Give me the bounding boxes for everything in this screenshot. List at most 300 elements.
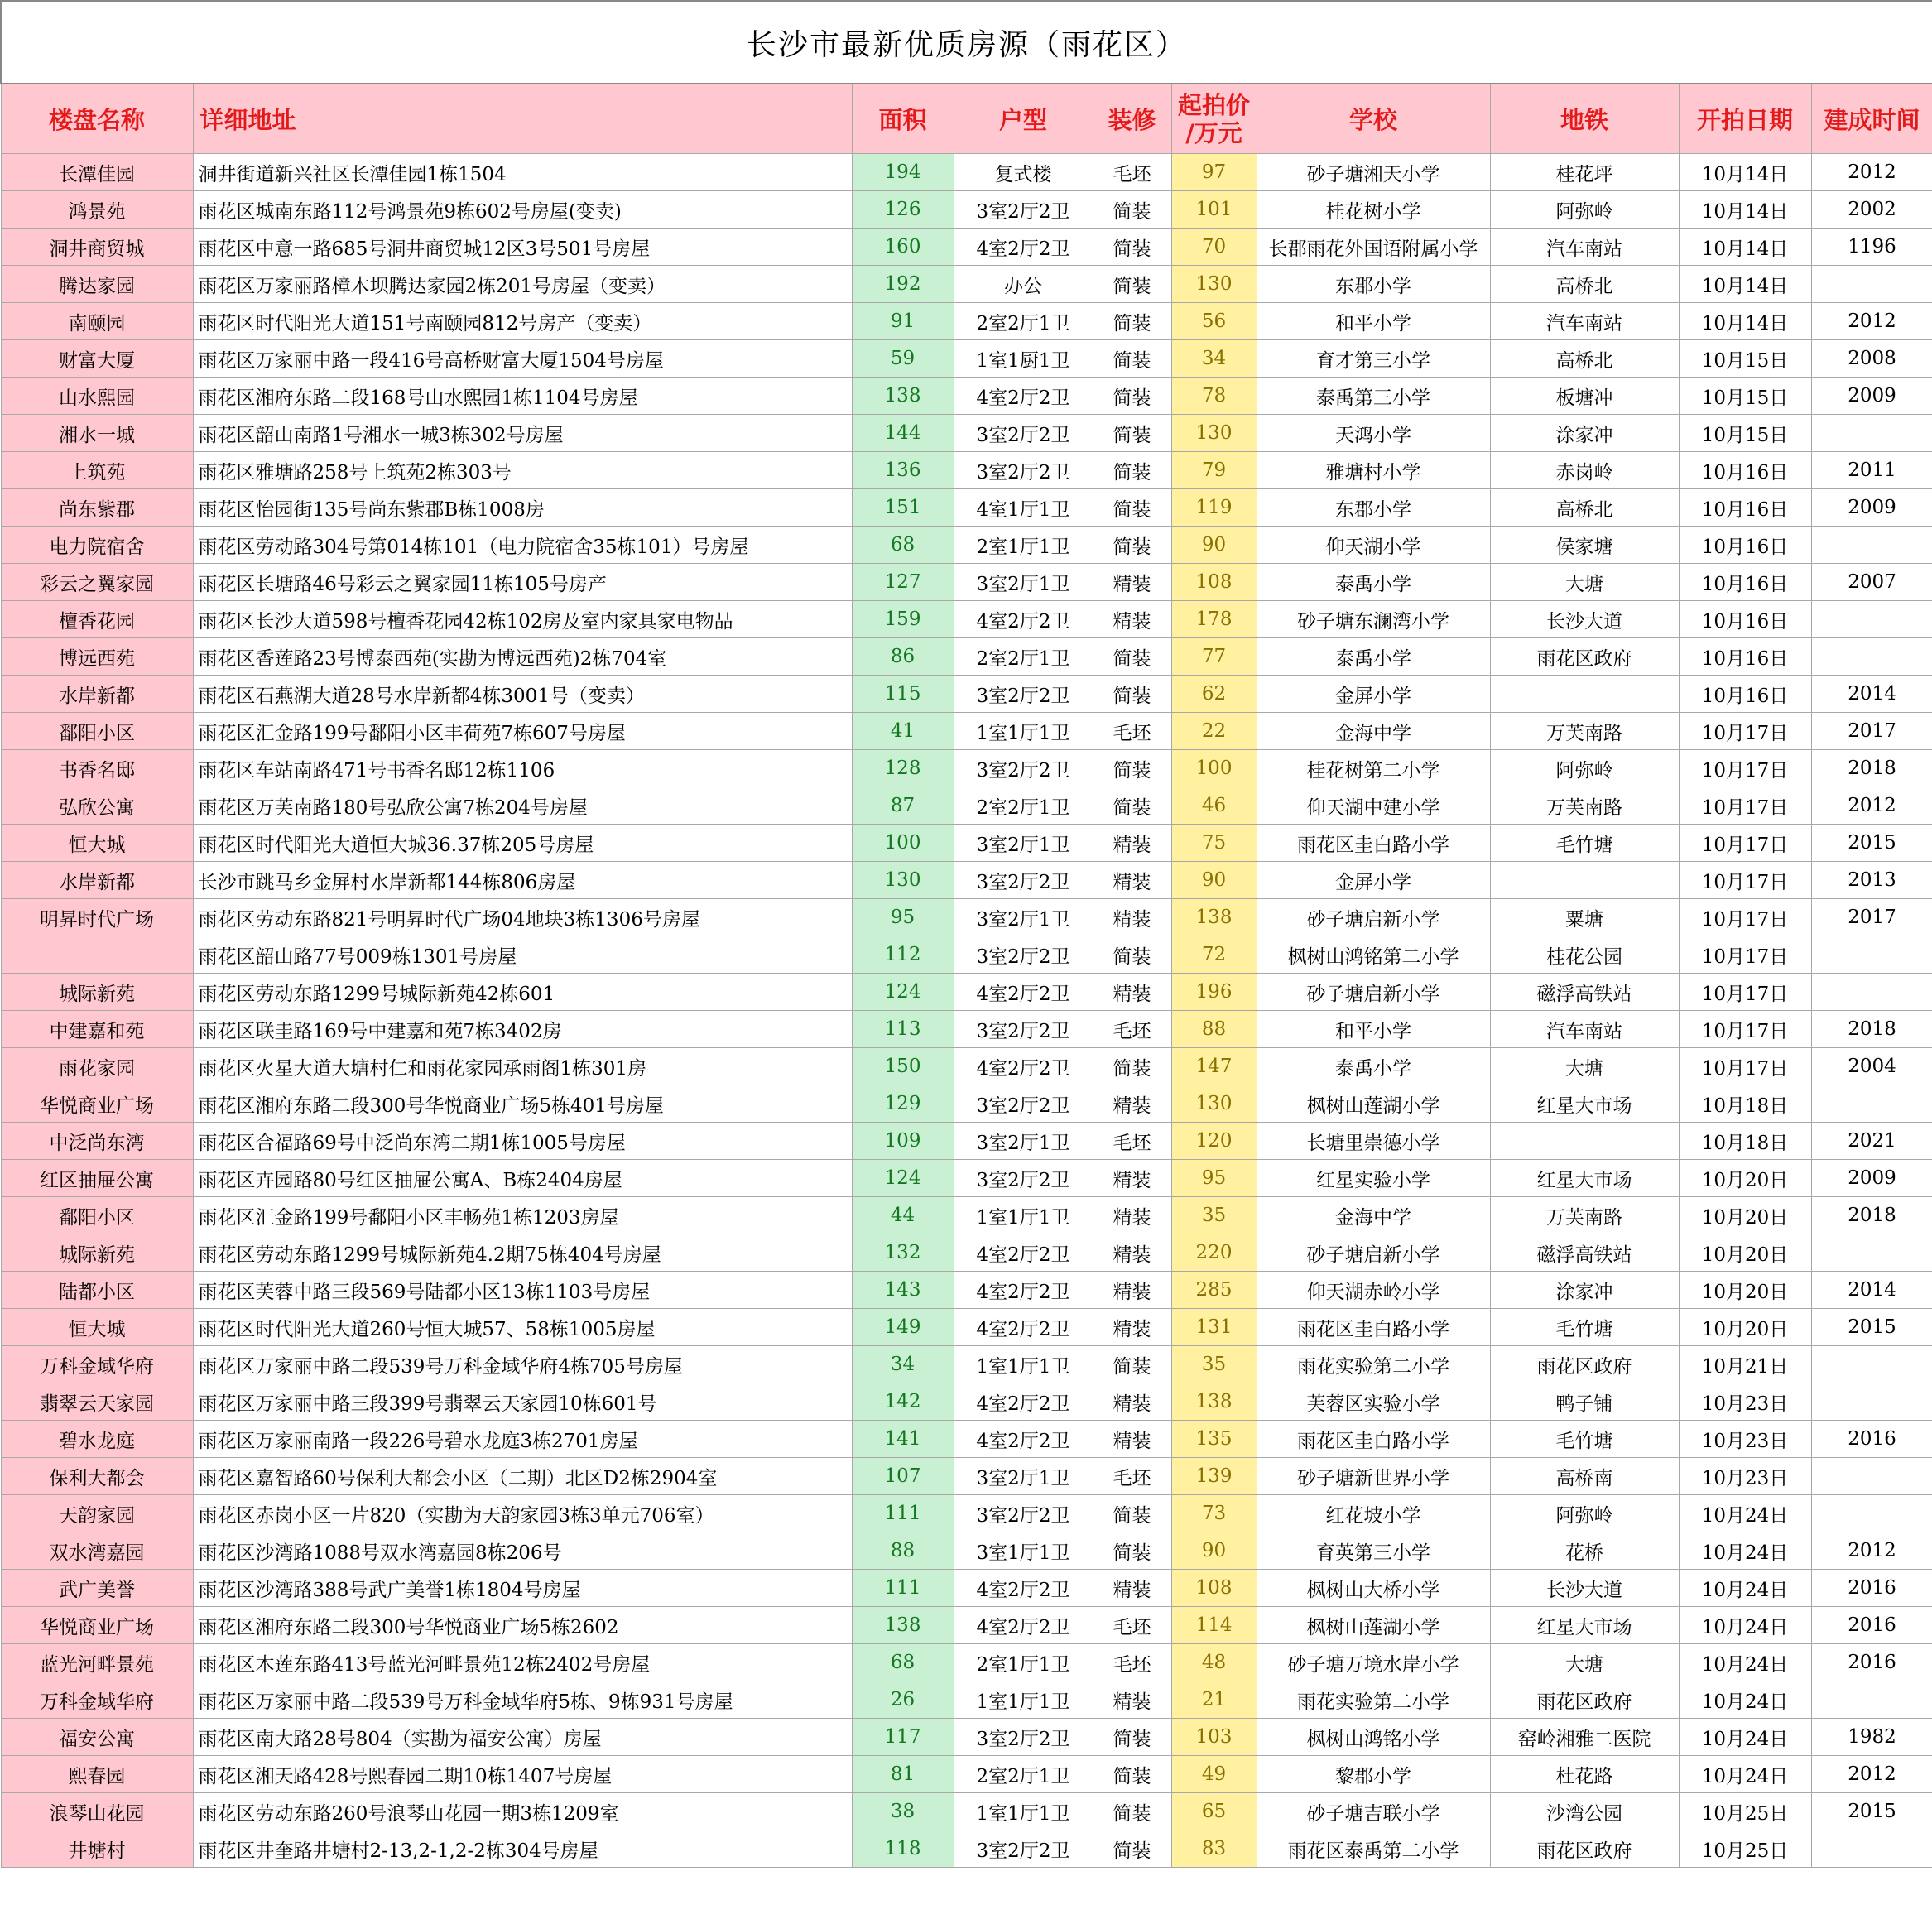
cell-area: 68 [852, 527, 954, 564]
cell-name: 恒大城 [1, 1309, 193, 1346]
header-auction-date: 开拍日期 [1679, 84, 1811, 154]
cell-area: 126 [852, 191, 954, 229]
cell-address: 雨花区合福路69号中泛尚东湾二期1栋1005号房屋 [193, 1123, 852, 1160]
cell-price: 90 [1171, 1532, 1257, 1570]
cell-price: 147 [1171, 1048, 1257, 1085]
cell-auction-date: 10月14日 [1679, 266, 1811, 303]
cell-school: 砂子塘湘天小学 [1257, 154, 1490, 191]
cell-decoration: 毛坯 [1093, 1011, 1171, 1048]
cell-area: 115 [852, 676, 954, 713]
cell-price: 108 [1171, 564, 1257, 601]
cell-name: 彩云之翼家园 [1, 564, 193, 601]
cell-built-year: 2009 [1811, 1160, 1932, 1197]
cell-school: 芙蓉区实验小学 [1257, 1383, 1490, 1421]
cell-metro: 涂家冲 [1490, 1272, 1679, 1309]
cell-layout: 2室2厅1卫 [954, 638, 1093, 676]
table-row [1, 601, 1932, 638]
cell-school: 枫树山大桥小学 [1257, 1570, 1490, 1607]
cell-built-year: 2016 [1811, 1607, 1932, 1644]
cell-address: 雨花区雅塘路258号上筑苑2栋303号 [193, 452, 852, 489]
header-price-line1: 起拍价 [1177, 90, 1250, 119]
cell-school: 砂子塘启新小学 [1257, 974, 1490, 1011]
cell-decoration: 精装 [1093, 825, 1171, 862]
cell-price: 70 [1171, 229, 1257, 266]
cell-area: 132 [852, 1234, 954, 1272]
cell-address: 雨花区湘府东路二段300号华悦商业广场5栋2602 [193, 1607, 852, 1644]
header-price-line2: /万元 [1185, 118, 1242, 147]
cell-name: 华悦商业广场 [1, 1607, 193, 1644]
cell-auction-date: 10月17日 [1679, 899, 1811, 936]
cell-price: 285 [1171, 1272, 1257, 1309]
cell-layout: 4室2厅2卫 [954, 378, 1093, 415]
cell-price: 90 [1171, 862, 1257, 899]
cell-decoration: 毛坯 [1093, 1644, 1171, 1681]
cell-auction-date: 10月17日 [1679, 974, 1811, 1011]
cell-metro: 红星大市场 [1490, 1085, 1679, 1123]
header-school: 学校 [1257, 84, 1490, 154]
cell-layout: 1室1厅1卫 [954, 713, 1093, 750]
cell-area: 81 [852, 1756, 954, 1793]
cell-decoration: 精装 [1093, 1160, 1171, 1197]
cell-built-year [1811, 1830, 1932, 1868]
cell-metro: 粟塘 [1490, 899, 1679, 936]
cell-school: 桂花树小学 [1257, 191, 1490, 229]
table-row [1, 1607, 1932, 1644]
cell-metro: 毛竹塘 [1490, 825, 1679, 862]
cell-decoration: 简装 [1093, 415, 1171, 452]
cell-built-year: 2014 [1811, 1272, 1932, 1309]
cell-name: 万科金域华府 [1, 1681, 193, 1719]
header-built-year: 建成时间 [1811, 84, 1932, 154]
cell-price: 72 [1171, 936, 1257, 974]
cell-metro [1490, 676, 1679, 713]
cell-layout: 1室1厅1卫 [954, 1197, 1093, 1234]
cell-school: 桂花树第二小学 [1257, 750, 1490, 787]
cell-built-year: 2012 [1811, 787, 1932, 825]
cell-layout: 复式楼 [954, 154, 1093, 191]
cell-address: 雨花区沙湾路1088号双水湾嘉园8栋206号 [193, 1532, 852, 1570]
cell-area: 41 [852, 713, 954, 750]
cell-built-year: 2012 [1811, 1532, 1932, 1570]
cell-area: 138 [852, 378, 954, 415]
cell-area: 144 [852, 415, 954, 452]
page-title: 长沙市最新优质房源（雨花区） [1, 1, 1932, 84]
cell-name: 中建嘉和苑 [1, 1011, 193, 1048]
table-row [1, 750, 1932, 787]
cell-built-year [1811, 1495, 1932, 1532]
cell-built-year: 2016 [1811, 1644, 1932, 1681]
cell-price: 48 [1171, 1644, 1257, 1681]
table-row [1, 1011, 1932, 1048]
cell-auction-date: 10月16日 [1679, 527, 1811, 564]
cell-decoration: 精装 [1093, 974, 1171, 1011]
cell-school: 雨花区圭白路小学 [1257, 825, 1490, 862]
cell-price: 108 [1171, 1570, 1257, 1607]
cell-address: 雨花区劳动路304号第014栋101（电力院宿舍35栋101）号房屋 [193, 527, 852, 564]
cell-address: 雨花区劳动东路1299号城际新苑4.2期75栋404号房屋 [193, 1234, 852, 1272]
table-row [1, 787, 1932, 825]
cell-address: 雨花区嘉智路60号保利大都会小区（二期）北区D2栋2904室 [193, 1458, 852, 1495]
cell-auction-date: 10月21日 [1679, 1346, 1811, 1383]
cell-decoration: 精装 [1093, 564, 1171, 601]
cell-price: 178 [1171, 601, 1257, 638]
cell-school: 金海中学 [1257, 713, 1490, 750]
cell-area: 138 [852, 1607, 954, 1644]
cell-layout: 3室2厅2卫 [954, 1160, 1093, 1197]
cell-metro: 长沙大道 [1490, 1570, 1679, 1607]
cell-layout: 4室2厅2卫 [954, 601, 1093, 638]
header-name: 楼盘名称 [1, 84, 193, 154]
cell-area: 129 [852, 1085, 954, 1123]
cell-name: 浪琴山花园 [1, 1793, 193, 1830]
cell-area: 142 [852, 1383, 954, 1421]
cell-price: 130 [1171, 1085, 1257, 1123]
cell-school: 砂子塘吉联小学 [1257, 1793, 1490, 1830]
table-row [1, 1272, 1932, 1309]
cell-built-year: 1982 [1811, 1719, 1932, 1756]
cell-auction-date: 10月14日 [1679, 191, 1811, 229]
cell-school: 育英第三小学 [1257, 1532, 1490, 1570]
table-row [1, 229, 1932, 266]
cell-metro: 桂花坪 [1490, 154, 1679, 191]
cell-built-year: 2004 [1811, 1048, 1932, 1085]
cell-layout: 2室2厅1卫 [954, 1756, 1093, 1793]
cell-area: 107 [852, 1458, 954, 1495]
cell-built-year [1811, 1234, 1932, 1272]
cell-auction-date: 10月17日 [1679, 1011, 1811, 1048]
cell-auction-date: 10月24日 [1679, 1681, 1811, 1719]
cell-address: 雨花区芙蓉中路三段569号陆都小区13栋1103号房屋 [193, 1272, 852, 1309]
cell-auction-date: 10月20日 [1679, 1234, 1811, 1272]
cell-metro: 鸭子铺 [1490, 1383, 1679, 1421]
cell-auction-date: 10月20日 [1679, 1160, 1811, 1197]
table-row [1, 713, 1932, 750]
cell-price: 97 [1171, 154, 1257, 191]
cell-built-year [1811, 1346, 1932, 1383]
cell-metro: 赤岗岭 [1490, 452, 1679, 489]
cell-school: 砂子塘启新小学 [1257, 899, 1490, 936]
cell-layout: 4室2厅2卫 [954, 1421, 1093, 1458]
cell-school: 雨花区圭白路小学 [1257, 1421, 1490, 1458]
cell-address: 雨花区沙湾路388号武广美誉1栋1804号房屋 [193, 1570, 852, 1607]
cell-layout: 1室1厅1卫 [954, 1793, 1093, 1830]
cell-name: 鄱阳小区 [1, 713, 193, 750]
cell-price: 139 [1171, 1458, 1257, 1495]
cell-price: 119 [1171, 489, 1257, 527]
cell-metro: 万芙南路 [1490, 713, 1679, 750]
cell-name: 翡翠云天家园 [1, 1383, 193, 1421]
cell-built-year: 2009 [1811, 378, 1932, 415]
table-row [1, 378, 1932, 415]
cell-auction-date: 10月16日 [1679, 601, 1811, 638]
cell-auction-date: 10月23日 [1679, 1421, 1811, 1458]
table-row [1, 825, 1932, 862]
cell-layout: 4室2厅2卫 [954, 1272, 1093, 1309]
cell-school: 长郡雨花外国语附属小学 [1257, 229, 1490, 266]
cell-price: 138 [1171, 899, 1257, 936]
cell-name: 井塘村 [1, 1830, 193, 1868]
cell-decoration: 简装 [1093, 1830, 1171, 1868]
cell-layout: 3室2厅2卫 [954, 415, 1093, 452]
cell-metro: 高桥南 [1490, 1458, 1679, 1495]
cell-built-year: 2013 [1811, 862, 1932, 899]
cell-area: 124 [852, 1160, 954, 1197]
cell-auction-date: 10月17日 [1679, 936, 1811, 974]
table-row [1, 154, 1932, 191]
cell-address: 雨花区卉园路80号红区抽屉公寓A、B栋2404房屋 [193, 1160, 852, 1197]
cell-decoration: 简装 [1093, 1532, 1171, 1570]
cell-address: 雨花区城南东路112号鸿景苑9栋602号房屋(变卖) [193, 191, 852, 229]
cell-school: 东郡小学 [1257, 489, 1490, 527]
cell-layout: 2室2厅1卫 [954, 787, 1093, 825]
cell-area: 136 [852, 452, 954, 489]
table-row [1, 1719, 1932, 1756]
cell-auction-date: 10月15日 [1679, 340, 1811, 378]
cell-layout: 4室2厅2卫 [954, 1383, 1093, 1421]
cell-built-year: 2016 [1811, 1421, 1932, 1458]
table-row [1, 1048, 1932, 1085]
cell-price: 120 [1171, 1123, 1257, 1160]
cell-address: 雨花区香莲路23号博泰西苑(实勘为博远西苑)2栋704室 [193, 638, 852, 676]
cell-school: 砂子塘启新小学 [1257, 1234, 1490, 1272]
cell-auction-date: 10月20日 [1679, 1197, 1811, 1234]
cell-name: 陆都小区 [1, 1272, 193, 1309]
cell-decoration: 简装 [1093, 340, 1171, 378]
table-row [1, 1644, 1932, 1681]
header-metro: 地铁 [1490, 84, 1679, 154]
cell-auction-date: 10月24日 [1679, 1532, 1811, 1570]
table-row [1, 899, 1932, 936]
cell-price: 196 [1171, 974, 1257, 1011]
cell-area: 150 [852, 1048, 954, 1085]
cell-metro: 万芙南路 [1490, 787, 1679, 825]
cell-built-year: 1196 [1811, 229, 1932, 266]
cell-decoration: 简装 [1093, 676, 1171, 713]
cell-layout: 3室2厅2卫 [954, 452, 1093, 489]
cell-layout: 4室2厅2卫 [954, 1607, 1093, 1644]
table-row [1, 676, 1932, 713]
cell-metro: 窑岭湘雅二医院 [1490, 1719, 1679, 1756]
cell-address: 雨花区湘府东路二段168号山水熙园1栋1104号房屋 [193, 378, 852, 415]
cell-name: 南颐园 [1, 303, 193, 340]
cell-school: 雨花实验第二小学 [1257, 1346, 1490, 1383]
table-row [1, 1793, 1932, 1830]
cell-name: 华悦商业广场 [1, 1085, 193, 1123]
cell-name: 长潭佳园 [1, 154, 193, 191]
cell-auction-date: 10月17日 [1679, 862, 1811, 899]
cell-decoration: 简装 [1093, 229, 1171, 266]
cell-address: 雨花区井奎路井塘村2-13,2-1,2-2栋304号房屋 [193, 1830, 852, 1868]
cell-built-year: 2018 [1811, 1011, 1932, 1048]
cell-auction-date: 10月16日 [1679, 489, 1811, 527]
cell-decoration: 简装 [1093, 1719, 1171, 1756]
cell-layout: 4室2厅2卫 [954, 1570, 1093, 1607]
cell-price: 130 [1171, 266, 1257, 303]
cell-address: 雨花区汇金路199号鄱阳小区丰畅苑1栋1203房屋 [193, 1197, 852, 1234]
cell-decoration: 精装 [1093, 1272, 1171, 1309]
cell-decoration: 简装 [1093, 750, 1171, 787]
table-row [1, 1756, 1932, 1793]
cell-decoration: 简装 [1093, 1793, 1171, 1830]
cell-metro: 雨花区政府 [1490, 1681, 1679, 1719]
cell-decoration: 简装 [1093, 1756, 1171, 1793]
cell-built-year: 2008 [1811, 340, 1932, 378]
cell-address: 雨花区韶山南路1号湘水一城3栋302号房屋 [193, 415, 852, 452]
cell-school: 枫树山莲湖小学 [1257, 1607, 1490, 1644]
cell-address: 雨花区联圭路169号中建嘉和苑7栋3402房 [193, 1011, 852, 1048]
cell-address: 雨花区车站南路471号书香名邸12栋1106 [193, 750, 852, 787]
cell-auction-date: 10月15日 [1679, 378, 1811, 415]
table-row [1, 638, 1932, 676]
cell-name: 上筑苑 [1, 452, 193, 489]
cell-name: 檀香花园 [1, 601, 193, 638]
cell-school: 枫树山鸿铭第二小学 [1257, 936, 1490, 974]
cell-area: 87 [852, 787, 954, 825]
cell-name: 尚东紫郡 [1, 489, 193, 527]
cell-decoration: 毛坯 [1093, 154, 1171, 191]
cell-school: 枫树山莲湖小学 [1257, 1085, 1490, 1123]
cell-price: 75 [1171, 825, 1257, 862]
cell-area: 38 [852, 1793, 954, 1830]
cell-built-year: 2011 [1811, 452, 1932, 489]
cell-price: 135 [1171, 1421, 1257, 1458]
cell-metro: 汽车南站 [1490, 1011, 1679, 1048]
cell-school: 泰禹小学 [1257, 1048, 1490, 1085]
cell-area: 118 [852, 1830, 954, 1868]
cell-address: 雨花区湘府东路二段300号华悦商业广场5栋401号房屋 [193, 1085, 852, 1123]
cell-auction-date: 10月23日 [1679, 1383, 1811, 1421]
cell-address: 雨花区石燕湖大道28号水岸新都4栋3001号（变卖） [193, 676, 852, 713]
cell-area: 130 [852, 862, 954, 899]
cell-built-year: 2014 [1811, 676, 1932, 713]
cell-area: 127 [852, 564, 954, 601]
cell-school: 雨花区泰禹第二小学 [1257, 1830, 1490, 1868]
table-row [1, 564, 1932, 601]
cell-price: 65 [1171, 1793, 1257, 1830]
cell-price: 35 [1171, 1346, 1257, 1383]
cell-built-year: 2002 [1811, 191, 1932, 229]
cell-decoration: 精装 [1093, 601, 1171, 638]
cell-area: 160 [852, 229, 954, 266]
cell-address: 雨花区劳动东路260号浪琴山花园一期3栋1209室 [193, 1793, 852, 1830]
table-row [1, 1495, 1932, 1532]
table-row [1, 340, 1932, 378]
cell-metro: 大塘 [1490, 1048, 1679, 1085]
cell-built-year [1811, 415, 1932, 452]
table-row [1, 1681, 1932, 1719]
cell-decoration: 简装 [1093, 303, 1171, 340]
cell-layout: 4室2厅2卫 [954, 1234, 1093, 1272]
cell-address: 雨花区时代阳光大道260号恒大城57、58栋1005房屋 [193, 1309, 852, 1346]
cell-address: 雨花区劳动东路821号明昇时代广场04地块3栋1306号房屋 [193, 899, 852, 936]
cell-name: 城际新苑 [1, 1234, 193, 1272]
cell-area: 26 [852, 1681, 954, 1719]
cell-name: 山水熙园 [1, 378, 193, 415]
cell-address: 雨花区万家丽南路一段226号碧水龙庭3栋2701房屋 [193, 1421, 852, 1458]
cell-built-year [1811, 266, 1932, 303]
cell-auction-date: 10月23日 [1679, 1458, 1811, 1495]
cell-school: 金屏小学 [1257, 676, 1490, 713]
cell-auction-date: 10月15日 [1679, 415, 1811, 452]
cell-address: 雨花区火星大道大塘村仁和雨花家园承雨阁1栋301房 [193, 1048, 852, 1085]
cell-metro: 阿弥岭 [1490, 1495, 1679, 1532]
cell-area: 91 [852, 303, 954, 340]
cell-price: 101 [1171, 191, 1257, 229]
cell-name: 熙春园 [1, 1756, 193, 1793]
cell-metro [1490, 1123, 1679, 1160]
cell-school: 泰禹小学 [1257, 638, 1490, 676]
cell-metro: 雨花区政府 [1490, 1830, 1679, 1868]
cell-address: 雨花区韶山路77号009栋1301号房屋 [193, 936, 852, 974]
cell-address: 雨花区时代阳光大道恒大城36.37栋205号房屋 [193, 825, 852, 862]
cell-built-year: 2018 [1811, 1197, 1932, 1234]
cell-layout: 3室2厅1卫 [954, 899, 1093, 936]
cell-school: 红星实验小学 [1257, 1160, 1490, 1197]
cell-layout: 1室1厅1卫 [954, 1346, 1093, 1383]
cell-address: 雨花区时代阳光大道151号南颐园812号房产（变卖） [193, 303, 852, 340]
cell-decoration: 精装 [1093, 1309, 1171, 1346]
cell-auction-date: 10月16日 [1679, 676, 1811, 713]
cell-area: 44 [852, 1197, 954, 1234]
cell-built-year [1811, 1383, 1932, 1421]
cell-built-year [1811, 1681, 1932, 1719]
cell-price: 56 [1171, 303, 1257, 340]
cell-area: 111 [852, 1570, 954, 1607]
cell-metro: 磁浮高铁站 [1490, 974, 1679, 1011]
cell-school: 和平小学 [1257, 1011, 1490, 1048]
cell-name: 双水湾嘉园 [1, 1532, 193, 1570]
cell-auction-date: 10月17日 [1679, 750, 1811, 787]
cell-name: 湘水一城 [1, 415, 193, 452]
cell-address: 雨花区湘天路428号熙春园二期10栋1407号房屋 [193, 1756, 852, 1793]
cell-school: 砂子塘东澜湾小学 [1257, 601, 1490, 638]
cell-built-year [1811, 1085, 1932, 1123]
cell-price: 21 [1171, 1681, 1257, 1719]
table-row [1, 1309, 1932, 1346]
table-body [1, 154, 1932, 1868]
cell-metro: 高桥北 [1490, 489, 1679, 527]
cell-area: 95 [852, 899, 954, 936]
cell-address: 雨花区中意一路685号洞井商贸城12区3号501号房屋 [193, 229, 852, 266]
cell-name: 蓝光河畔景苑 [1, 1644, 193, 1681]
cell-name: 水岸新都 [1, 676, 193, 713]
cell-address: 雨花区万家丽中路二段539号万科金域华府4栋705号房屋 [193, 1346, 852, 1383]
cell-decoration: 简装 [1093, 1048, 1171, 1085]
cell-price: 34 [1171, 340, 1257, 378]
cell-area: 117 [852, 1719, 954, 1756]
cell-area: 192 [852, 266, 954, 303]
cell-metro: 汽车南站 [1490, 303, 1679, 340]
column-header-row [1, 84, 1932, 154]
cell-price: 78 [1171, 378, 1257, 415]
cell-decoration: 精装 [1093, 1681, 1171, 1719]
cell-area: 112 [852, 936, 954, 974]
cell-school: 育才第三小学 [1257, 340, 1490, 378]
cell-metro: 桂花公园 [1490, 936, 1679, 974]
table-row [1, 862, 1932, 899]
cell-name: 中泛尚东湾 [1, 1123, 193, 1160]
cell-price: 73 [1171, 1495, 1257, 1532]
cell-name: 恒大城 [1, 825, 193, 862]
cell-price: 49 [1171, 1756, 1257, 1793]
cell-price: 62 [1171, 676, 1257, 713]
cell-built-year: 2007 [1811, 564, 1932, 601]
cell-name: 书香名邸 [1, 750, 193, 787]
cell-built-year [1811, 974, 1932, 1011]
cell-built-year: 2021 [1811, 1123, 1932, 1160]
cell-decoration: 精装 [1093, 1234, 1171, 1272]
cell-auction-date: 10月14日 [1679, 229, 1811, 266]
